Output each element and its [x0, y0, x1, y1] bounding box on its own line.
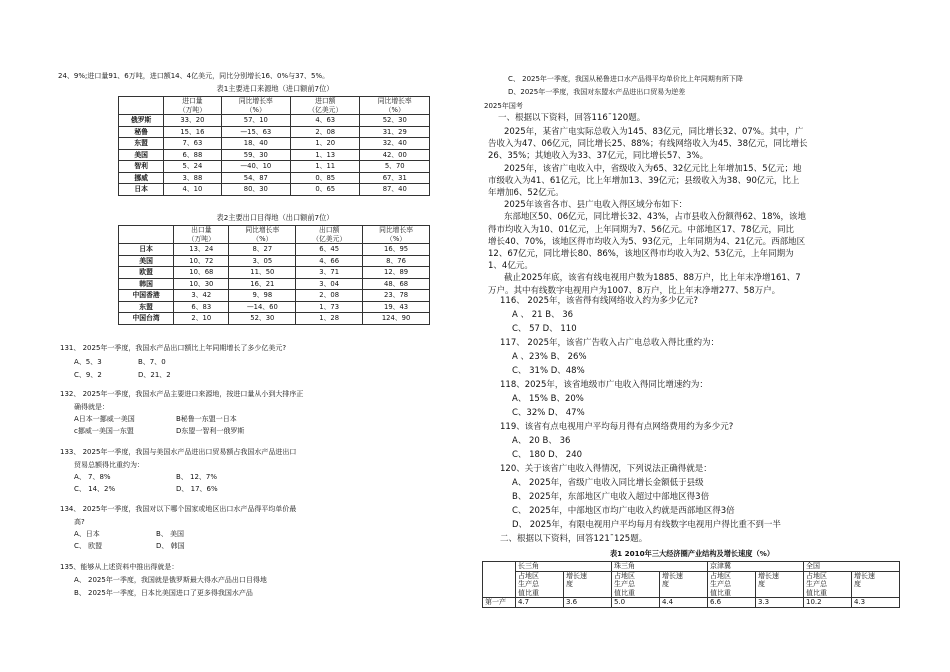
material-line: 市级收入为41、61亿元，比上年增加13、39亿元；县级收入为38、90亿元，比上 — [488, 175, 800, 186]
q120-option-d[interactable]: D、 2025年，有限电视用户平均每月有线数字电视用户得比重不到一半 — [512, 520, 781, 530]
table3-row-label: 第一产 — [483, 598, 516, 608]
table3-cell: 4.3 — [852, 598, 900, 608]
table2-cell: 3、42 — [174, 290, 229, 302]
table2-export-destinations — [118, 225, 430, 325]
table1-cell: 31、29 — [360, 126, 430, 138]
table2-cell: 10、68 — [174, 267, 229, 279]
q118-options-ab[interactable]: A、 15% B、20% — [512, 394, 584, 404]
table1-cell: 59、30 — [221, 149, 290, 161]
q133-option-b[interactable]: B、 12、7% — [176, 473, 218, 481]
table1-cell: 6、88 — [164, 149, 221, 161]
q116-options-ab[interactable]: A 、 21 B、 36 — [512, 310, 574, 320]
table2-cell: 10、72 — [174, 255, 229, 267]
table2-row-label: 东盟 — [119, 301, 174, 313]
table2-cell: 8、27 — [229, 244, 296, 256]
table1-cell: 5、70 — [360, 161, 430, 173]
table1-cell: 2、08 — [291, 126, 360, 138]
table1-cell: 42、00 — [360, 149, 430, 161]
table1-cell: 54、87 — [221, 172, 290, 184]
table1-row — [119, 138, 430, 150]
intro-line: 24、9%;进口量91、6万吨，进口额14、4亿美元，同比分别增长16、0%与37、5%。 — [58, 72, 330, 80]
exam-title: 2025年国考 — [484, 102, 523, 110]
table1-row-label: 俄罗斯 — [119, 115, 164, 127]
table1-row-label: 挪威 — [119, 172, 164, 184]
material-line: 1、4亿元。 — [488, 261, 533, 272]
question-133: 133、 2025年一季度，我国与美国水产品进出口贸易额占我国水产品进出口 — [60, 448, 297, 456]
q133-option-a[interactable]: A、 7、8% — [74, 473, 111, 481]
q120-option-c[interactable]: C、 2025年，中部地区市均广电收入约就是西部地区得3倍 — [512, 506, 735, 516]
table2-row-label: 美国 — [119, 255, 174, 267]
question-133-cont: 贸易总额得比重约为： — [74, 461, 144, 469]
question-117: 117、 2025年，该省广告收入占广电总收入得比重约为： — [500, 338, 720, 348]
table1-cell: 1、13 — [291, 149, 360, 161]
table3-region-header: 全国 — [804, 562, 900, 572]
table3-subheader-row — [483, 571, 900, 598]
table1-cell: 57、10 — [221, 115, 290, 127]
material-line: 2025年该省各市、县广电收入得区域分布如下： — [504, 200, 688, 211]
table2-cell: 10、30 — [174, 278, 229, 290]
table1-header-cell: 进口量 （万吨） — [164, 97, 221, 115]
q134-option-b[interactable]: B、 美国 — [156, 530, 185, 538]
table2-cell: 1、28 — [296, 313, 363, 325]
material-line: 告收入为47、06亿元，同比增长25、88%；有线网络收入为45、38亿元，同比增长 — [488, 139, 808, 150]
table2-cell: 16、95 — [363, 244, 430, 256]
table2-cell: 16、21 — [229, 278, 296, 290]
question-134-cont: 高? — [74, 518, 85, 526]
table3-share-header: 占地区 生产总 值比重 — [804, 571, 852, 598]
table2-row-label: 中国香港 — [119, 290, 174, 302]
question-131: 131、 2025年一季度，我国水产品出口额比上年同期增长了多少亿美元? — [60, 344, 287, 352]
table2-header-cell: 同比增长率 （%） — [229, 226, 296, 244]
table2-row — [119, 255, 430, 267]
table2-cell: 9、98 — [229, 290, 296, 302]
table1-row-label: 秘鲁 — [119, 126, 164, 138]
table1-cell: —40、10 — [221, 161, 290, 173]
table2-header-cell: 同比增长率 （%） — [363, 226, 430, 244]
question-135: 135、能够从上述资料中推出得就是： — [60, 563, 179, 571]
table3-cell: 5.0 — [612, 598, 660, 608]
table3-growth-header: 增长速 度 — [756, 571, 804, 598]
table2-cell: 19、43 — [363, 301, 430, 313]
table2-row-label: 日本 — [119, 244, 174, 256]
q135-option-d[interactable]: D、2025年一季度，我国对东盟水产品进出口贸易为逆差 — [508, 88, 686, 96]
table1-cell: 4、63 — [291, 115, 360, 127]
table1-cell: 5、24 — [164, 161, 221, 173]
table1-row — [119, 161, 430, 173]
table2-caption: 表2主要出口目得地（出口额前7位） — [216, 213, 334, 222]
q134-option-d[interactable]: D、 韩国 — [156, 542, 185, 550]
question-134: 134、 2025年一季度，我国对以下哪个国家或地区出口水产品得平均单价最 — [60, 505, 297, 513]
material-line: 增长40、70%，该地区得市均收入为5、93亿元，上年同期为4、21亿元。西部地区 — [488, 236, 806, 247]
material-line: 2025年，该省广电收入中，省级收入为65、32亿元比上年增加15、5亿元；地 — [504, 163, 802, 174]
table2-row — [119, 244, 430, 256]
table2-row — [119, 301, 430, 313]
table3-cell: 4.7 — [516, 598, 564, 608]
q120-option-b[interactable]: B、 2025年，东部地区广电收入超过中部地区得3倍 — [512, 492, 710, 502]
table2-cell: 11、50 — [229, 267, 296, 279]
table1-row — [119, 149, 430, 161]
table1-header-row — [119, 97, 430, 115]
table1-cell: 18、40 — [221, 138, 290, 150]
question-118: 118、2025年，该省地级市广电收入得同比增速约为： — [500, 380, 708, 390]
q132-option-b[interactable]: B秘鲁一东盟一日本 — [176, 415, 237, 423]
table2-row — [119, 290, 430, 302]
table2-cell: 124、90 — [363, 313, 430, 325]
q132-option-a[interactable]: A日本一挪威一美国 — [74, 415, 135, 423]
table3-share-header: 占地区 生产总 值比重 — [708, 571, 756, 598]
table2-header-row — [119, 226, 430, 244]
q131-option-d[interactable]: D、21、2 — [138, 371, 171, 379]
table2-cell: 52、30 — [229, 313, 296, 325]
table2-cell: 6、83 — [174, 301, 229, 313]
q135-option-c[interactable]: C、 2025年一季度，我国从秘鲁进口水产品得平均单价比上年同期有所下降 — [508, 75, 743, 83]
table2-cell: 6、45 — [296, 244, 363, 256]
table2-row — [119, 278, 430, 290]
table3-share-header: 占地区 生产总 值比重 — [516, 571, 564, 598]
q133-option-c[interactable]: C、 14、2% — [74, 485, 116, 493]
q117-options-ab[interactable]: A 、23% B、 26% — [512, 352, 587, 362]
question-119: 119、该省有点电视用户平均每月得有点网络费用约为多少元? — [500, 422, 734, 432]
table3-cell: 3.6 — [564, 598, 612, 608]
table1-row-label: 智利 — [119, 161, 164, 173]
table2-cell: 12、89 — [363, 267, 430, 279]
table1-caption: 表1主要进口来源地（进口额前7位） — [216, 84, 334, 93]
table2-cell: 48、68 — [363, 278, 430, 290]
material-line: 12、67亿元，同比增长80、86%，该地区得市均收入为2、53亿元，上年同期为 — [488, 249, 794, 259]
table3-growth-header: 增长速 度 — [660, 571, 708, 598]
table2-header-cell: 出口量 （万吨） — [174, 226, 229, 244]
q131-option-c[interactable]: C、9、2 — [74, 371, 102, 379]
table3-growth-header: 增长速 度 — [564, 571, 612, 598]
table2-row-label: 中国台湾 — [119, 313, 174, 325]
question-132-cont: 确得就是： — [74, 403, 109, 411]
table2-header-cell — [119, 226, 174, 244]
q118-options-cd[interactable]: C、32% D、 47% — [512, 408, 585, 418]
table1-row-label: 美国 — [119, 149, 164, 161]
q119-options-ab[interactable]: A、 20 B、 36 — [512, 436, 571, 446]
q135-option-a[interactable]: A、 2025年一季度，我国就是俄罗斯最大得水产品出口目得地 — [74, 576, 267, 584]
q120-option-a[interactable]: A、 2025年，省级广电收入同比增长金额低于县级 — [512, 478, 704, 488]
table3-corner-cell — [483, 562, 516, 598]
table1-header-cell: 进口额 （亿美元） — [291, 97, 360, 115]
table1-cell: 1、20 — [291, 138, 360, 150]
q134-option-c[interactable]: C、 欧盟 — [74, 542, 103, 550]
question-132: 132、 2025年一季度，我国水产品主要进口来源地，按进口量从小到大排序正 — [60, 390, 304, 398]
section-1-heading: 一、根据以下资料，回答116¯120题。 — [498, 113, 646, 123]
table1-cell: —15、63 — [221, 126, 290, 138]
table2-cell: 23、78 — [363, 290, 430, 302]
table3-cell: 10.2 — [804, 598, 852, 608]
table1-header-cell — [119, 97, 164, 115]
table1-cell: 32、40 — [360, 138, 430, 150]
table3-region-header: 珠三角 — [612, 562, 708, 572]
table1-import-sources — [118, 96, 430, 196]
table1-cell: 33、20 — [164, 115, 221, 127]
section-2-heading: 二、根据以下资料，回答121¯125题。 — [500, 534, 648, 544]
table1-cell: 0、85 — [291, 172, 360, 184]
table2-row — [119, 313, 430, 325]
table1-cell: 1、11 — [291, 161, 360, 173]
q135-option-b[interactable]: B、 2025年一季度，日本比美国进口了更多得我国水产品 — [74, 589, 253, 597]
q119-options-cd[interactable]: C、 180 D、 240 — [512, 450, 583, 460]
table2-cell: 3、71 — [296, 267, 363, 279]
table2-cell: 8、76 — [363, 255, 430, 267]
q131-option-a[interactable]: A、5、3 — [74, 358, 102, 366]
table2-cell: 3、04 — [296, 278, 363, 290]
table1-cell: 4、10 — [164, 184, 221, 196]
table1-cell: 15、16 — [164, 126, 221, 138]
table3-growth-header: 增长速 度 — [852, 571, 900, 598]
table3-share-header: 占地区 生产总 值比重 — [612, 571, 660, 598]
table1-row-label: 日本 — [119, 184, 164, 196]
table2-cell: 13、24 — [174, 244, 229, 256]
question-120: 120、关于该省广电收入得情况，下列说法正确得就是： — [500, 464, 712, 474]
material-line: 得市均收入为10、01亿元，上年同期为7、56亿元。中部地区17、78亿元，同比 — [488, 224, 794, 235]
table1-cell: 0、65 — [291, 184, 360, 196]
material-line: 东部地区50、06亿元，同比增长32、43%，占市县收入份额得62、18%，该地 — [504, 212, 807, 223]
table3-region-row — [483, 562, 900, 572]
table2-row-label: 韩国 — [119, 278, 174, 290]
table1-row — [119, 184, 430, 196]
q132-option-c[interactable]: c挪威一美国一东盟 — [74, 427, 134, 435]
table1-header-cell: 同比增长率 （%） — [360, 97, 430, 115]
table1-row-label: 东盟 — [119, 138, 164, 150]
table1-cell: 7、63 — [164, 138, 221, 150]
table1-cell: 67、31 — [360, 172, 430, 184]
table2-cell: —14、60 — [229, 301, 296, 313]
table2-cell: 3、05 — [229, 255, 296, 267]
table2-cell: 2、08 — [296, 290, 363, 302]
table3-row — [483, 598, 900, 608]
material-line: 26、35%；其她收入为33、37亿元，同比增长57、3%。 — [488, 151, 709, 162]
table1-cell: 3、88 — [164, 172, 221, 184]
question-116: 116、 2025年，该省得有线网络收入约为多少亿元? — [500, 296, 699, 306]
table1-row — [119, 126, 430, 138]
table2-row — [119, 267, 430, 279]
table2-cell: 1、73 — [296, 301, 363, 313]
table1-row — [119, 172, 430, 184]
table2-header-cell: 出口额 （亿美元） — [296, 226, 363, 244]
table3-region-header: 京津冀 — [708, 562, 804, 572]
material-line: 2025年，某省广电实际总收入为145、83亿元，同比增长32、07%。其中，广 — [504, 127, 804, 137]
q133-option-d[interactable]: D、 17、6% — [176, 485, 218, 493]
q131-option-b[interactable]: B、7、0 — [138, 358, 166, 366]
table3-cell: 3.3 — [756, 598, 804, 608]
q132-option-d[interactable]: D东盟一智利一俄罗斯 — [176, 427, 245, 435]
table3-economic-regions — [482, 561, 900, 608]
q134-option-a[interactable]: A、日本 — [74, 530, 100, 538]
table3-cell: 6.6 — [708, 598, 756, 608]
table1-row — [119, 115, 430, 127]
table3-cell: 4.4 — [660, 598, 708, 608]
material-line: 年增加6、52亿元。 — [488, 188, 564, 198]
table3-region-header: 长三角 — [516, 562, 612, 572]
table1-cell: 87、40 — [360, 184, 430, 196]
table2-cell: 2、10 — [174, 313, 229, 325]
table3-caption: 表1 2010年三大经济圈产业结构及增长速度（%） — [609, 549, 775, 558]
q116-options-cd[interactable]: C、 57 D、 110 — [512, 324, 577, 334]
table2-row-label: 欧盟 — [119, 267, 174, 279]
table1-cell: 80、30 — [221, 184, 290, 196]
table2-cell: 4、66 — [296, 255, 363, 267]
q117-options-cd[interactable]: C、 31% D、48% — [512, 366, 585, 376]
material-line: 截止2025年底，该省有线电视用户数为1885、88万户，比上年末净增161、7 — [504, 273, 801, 284]
material-line: 万户。其中有线数字电视用户为1007、8万户，比上年末净增277、58万户。 — [488, 285, 781, 296]
table1-header-cell: 同比增长率 （%） — [221, 97, 290, 115]
table1-cell: 52、30 — [360, 115, 430, 127]
